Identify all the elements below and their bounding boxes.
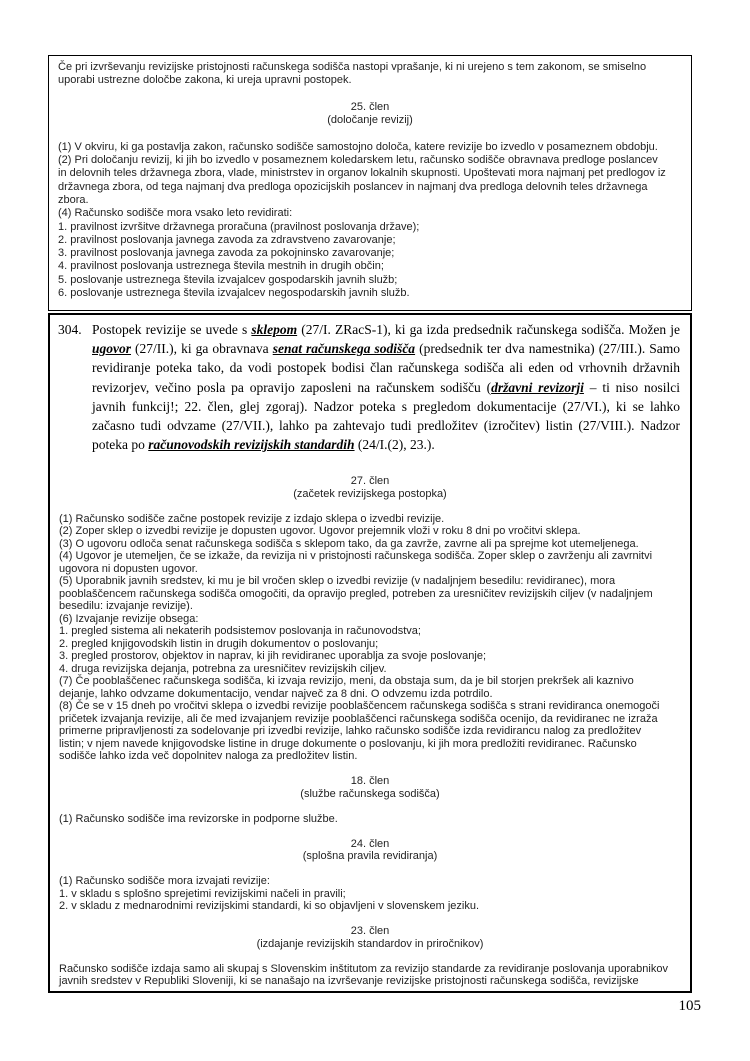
text-segment: (27/I. ZRacS-1), ki ga izda predsednik računskega sodišča. Možen je (297, 322, 680, 337)
spacer-line (59, 825, 681, 838)
text-line: 3. pregled prostorov, objektov in naprav, ki jih revidiranec uporablja za svoje poslovanje; (59, 650, 486, 662)
article-heading-line: (splošna pravila revidiranja) (302, 850, 438, 862)
text-line: in delovnih teles državnega zbora, vlade, ministrstev in organov lokalnih skupnosti. Upoštevati mora najmanj pet predlogov iz (58, 167, 666, 180)
text-line: 3. pravilnost poslovanja javnega zavoda za pokojninsko zavarovanje; (58, 247, 395, 260)
text-line: (1) Računsko sodišče mora izvajati revizije: (59, 875, 270, 887)
article-heading-line: 18. člen (350, 775, 390, 787)
emphasis-senat: senat računskega sodišča (272, 341, 416, 357)
emphasis-ugovor: ugovor (92, 341, 132, 357)
text-line: pričetek izvajanja revizije, ali če med izvajanjem revizije pooblaščenci računskega sodišča ocenijo, da revidiranec ne izraža (59, 712, 658, 725)
spacer-line (59, 950, 681, 963)
text-line: uporabi ustrezne določbe zakona, ki ureja upravni postopek. (58, 74, 352, 87)
text-line: (4) Ugovor je utemeljen, če se izkaže, da revizija ni v pristojnosti računskega sodišča. Zoper sklep o zavrženju ali zavrnitvi (59, 550, 653, 562)
article-heading-line: (izdajanje revizijskih standardov in priročnikov) (256, 937, 484, 950)
page-number: 105 (678, 998, 701, 1014)
text-line: pooblaščencem računskega sodišča omogočiti, da opravijo pregled, potreben za uresničitev revizijskih ciljev (v nadaljnjem (59, 587, 653, 600)
spacer-line (59, 913, 681, 926)
text-line: 1. v skladu s splošno sprejetimi revizijskimi načeli in pravili; (59, 887, 346, 900)
text-line: (2) Zoper sklep o izvedbi revizije je dopusten ugovor. Ugovor prejemnik vloži v roku 8 dni po vročitvi sklepa. (59, 525, 581, 537)
spacer-line (59, 800, 681, 813)
emphasis-standardi: računovodskih revizijskih standardih (148, 437, 355, 453)
text-line: javnih sredstev v Republiki Sloveniji, ki se nanašajo na izvrševanje revizijske pristojnosti računskega sodišča, revizijske (59, 975, 639, 987)
text-line: 4. pravilnost poslovanja ustreznega števila mestnih in drugih občin; (58, 260, 384, 273)
text-line: 2. pravilnost poslovanja javnega zavoda za zdravstveno zavarovanje; (58, 233, 396, 246)
spacer-line (58, 127, 682, 140)
text-line: 6. poslovanje ustreznega števila izvajalcev negospodarskih javnih služb. (58, 287, 410, 300)
text-line: (3) O ugovoru odloča senat računskega sodišča s sklepom tako, da ga zavrže, zavrne ali pa sprejme kot utemeljenega. (59, 537, 639, 550)
article-heading-line: 27. člen (350, 475, 390, 487)
text-line: sodišče lahko izda več dopolnitev naloga za predložitev listin. (59, 750, 358, 762)
text-line: (5) Uporabnik javnih sredstev, ki mu je bil vročen sklep o izvedbi revizije (v nadaljnjem besedilu: revidiranec), mora (59, 575, 616, 587)
text-line: (8) Če se v 15 dneh po vročitvi sklepa o izvedbi revizije pooblaščencem računskega sodišča s strani revidiranca onemogoči (59, 700, 660, 712)
article-heading-line: (začetek revizijskega postopka) (293, 487, 447, 500)
paragraph-number: 304. (58, 322, 82, 337)
text-line: (1) V okviru, ki ga postavlja zakon, računsko sodišče samostojno določa, katere revizije bo izvedlo v posameznem obdobju. (58, 140, 658, 153)
text-line: dejanje, lahko odvzame dokumentacijo, vendar največ za 8 dni. O odvzemu izda potrdilo. (59, 687, 493, 700)
text-line: ugovora ni dopusten ugovor. (59, 562, 198, 575)
spacer-line (59, 500, 681, 513)
commentary-and-statute-box (48, 313, 692, 993)
article-heading-line: (določanje revizij) (327, 114, 413, 127)
text-line: Računsko sodišče izdaja samo ali skupaj s Slovenskim inštitutom za revizijo standarde za revidiranje poslovanja uporabnikov (59, 962, 668, 975)
paragraph-304-text (92, 320, 680, 454)
spacer-line (58, 88, 682, 101)
text-segment: (27/II.), ki ga obravnava (131, 341, 273, 357)
spacer-line (59, 763, 681, 776)
text-line: 4. druga revizijska dejanja, potrebna za uresničitev revizijskih ciljev. (59, 662, 387, 675)
text-line: 1. pravilnost izvršitve državnega proračuna (pravilnost poslovanja države); (58, 220, 420, 233)
text-line: Če pri izvrševanju revizijske pristojnosti računskega sodišča nastopi vprašanje, ki ni urejeno s tem zakonom, se smiselno (58, 61, 647, 73)
text-line: primerne pripravljenosti za sodelovanje pri izvedbi revizije, lahko računsko sodišče izda revidirancu nalog za predložitev (59, 725, 642, 737)
text-line: listin; v njem navede knjigovodske listine in druge dokumente o poslovanju, ki jih mora predložiti revidiranec. Računsko (59, 737, 637, 750)
text-line: (6) Izvajanje revizije obsega: (59, 612, 199, 625)
article-heading-line: 23. člen (350, 925, 390, 937)
text-segment: (24/I.(2), 23.). (354, 437, 435, 453)
emphasis-sklepom: sklepom (251, 322, 298, 337)
statute-excerpt-section (59, 475, 681, 988)
text-line: (7) Če pooblaščenec računskega sodišča, ki izvaja revizijo, meni, da obstaja sum, da je bil storjen prekršek ali kaznivo (59, 675, 634, 687)
text-line: državnega zbora, od tega najmanj dva predloga opozicijskih poslancev in najmanj dva predloga delovnih teles državnega (58, 180, 648, 193)
emphasis-drzavni-revizorji: državni revizorji (491, 379, 584, 395)
text-line: 2. v skladu z mednarodnimi revizijskimi standardi, ki so objavljeni v slovenskem jeziku. (59, 900, 479, 912)
article-heading-line: 24. člen (350, 837, 390, 850)
article-heading-line: (službe računskega sodišča) (300, 787, 440, 800)
text-line: zbora. (58, 193, 89, 206)
commentary-paragraph-304 (58, 320, 680, 454)
statute-excerpt-box-top (48, 55, 692, 311)
text-segment: – ti niso nosilci javnih funkcij!; 22. člen, glej zgoraj). Nadzor poteka s pregledom dokumentacije (27/VI.), ki se lahko začasno tudi odvzame (27/VII.), lahko pa zahtevajo tudi predložitev (izročitev) listin (27/VIII.). Nadzor poteka po (92, 379, 680, 453)
article-heading-line: 25. člen (350, 100, 390, 113)
text-line: 2. pregled knjigovodskih listin in drugih dokumentov o poslovanju; (59, 637, 379, 650)
spacer-line (59, 863, 681, 876)
text-line: 1. pregled sistema ali nekaterih podsistemov poslovanja in računovodstva; (59, 625, 421, 637)
text-line: besedilu: izvajanje revizije). (59, 600, 193, 612)
text-line: (1) Računsko sodišče ima revizorske in podporne službe. (59, 812, 338, 825)
text-segment: Postopek revizije se uvede s (92, 322, 252, 337)
text-line: (4) Računsko sodišče mora vsako leto revidirati: (58, 207, 293, 220)
text-line: 5. poslovanje ustreznega števila izvajalcev gospodarskih javnih služb; (58, 273, 398, 286)
text-line: (1) Računsko sodišče začne postopek revizije z izdajo sklepa o izvedbi revizije. (59, 512, 445, 525)
text-line: (2) Pri določanju revizij, ki jih bo izvedlo v posameznem koledarskem letu, računsko sodišče obravnava predloge poslancev (58, 154, 658, 167)
text-segment: (predsednik ter dva namestnika) (27/III.). Samo revidiranje poteka tako, da vodi postopek bodisi član računskega sodišča ali eden od vrhovnih državnih revizorjev, večino posla pa opravijo zaposleni na računskem sodišču ( (92, 341, 680, 395)
